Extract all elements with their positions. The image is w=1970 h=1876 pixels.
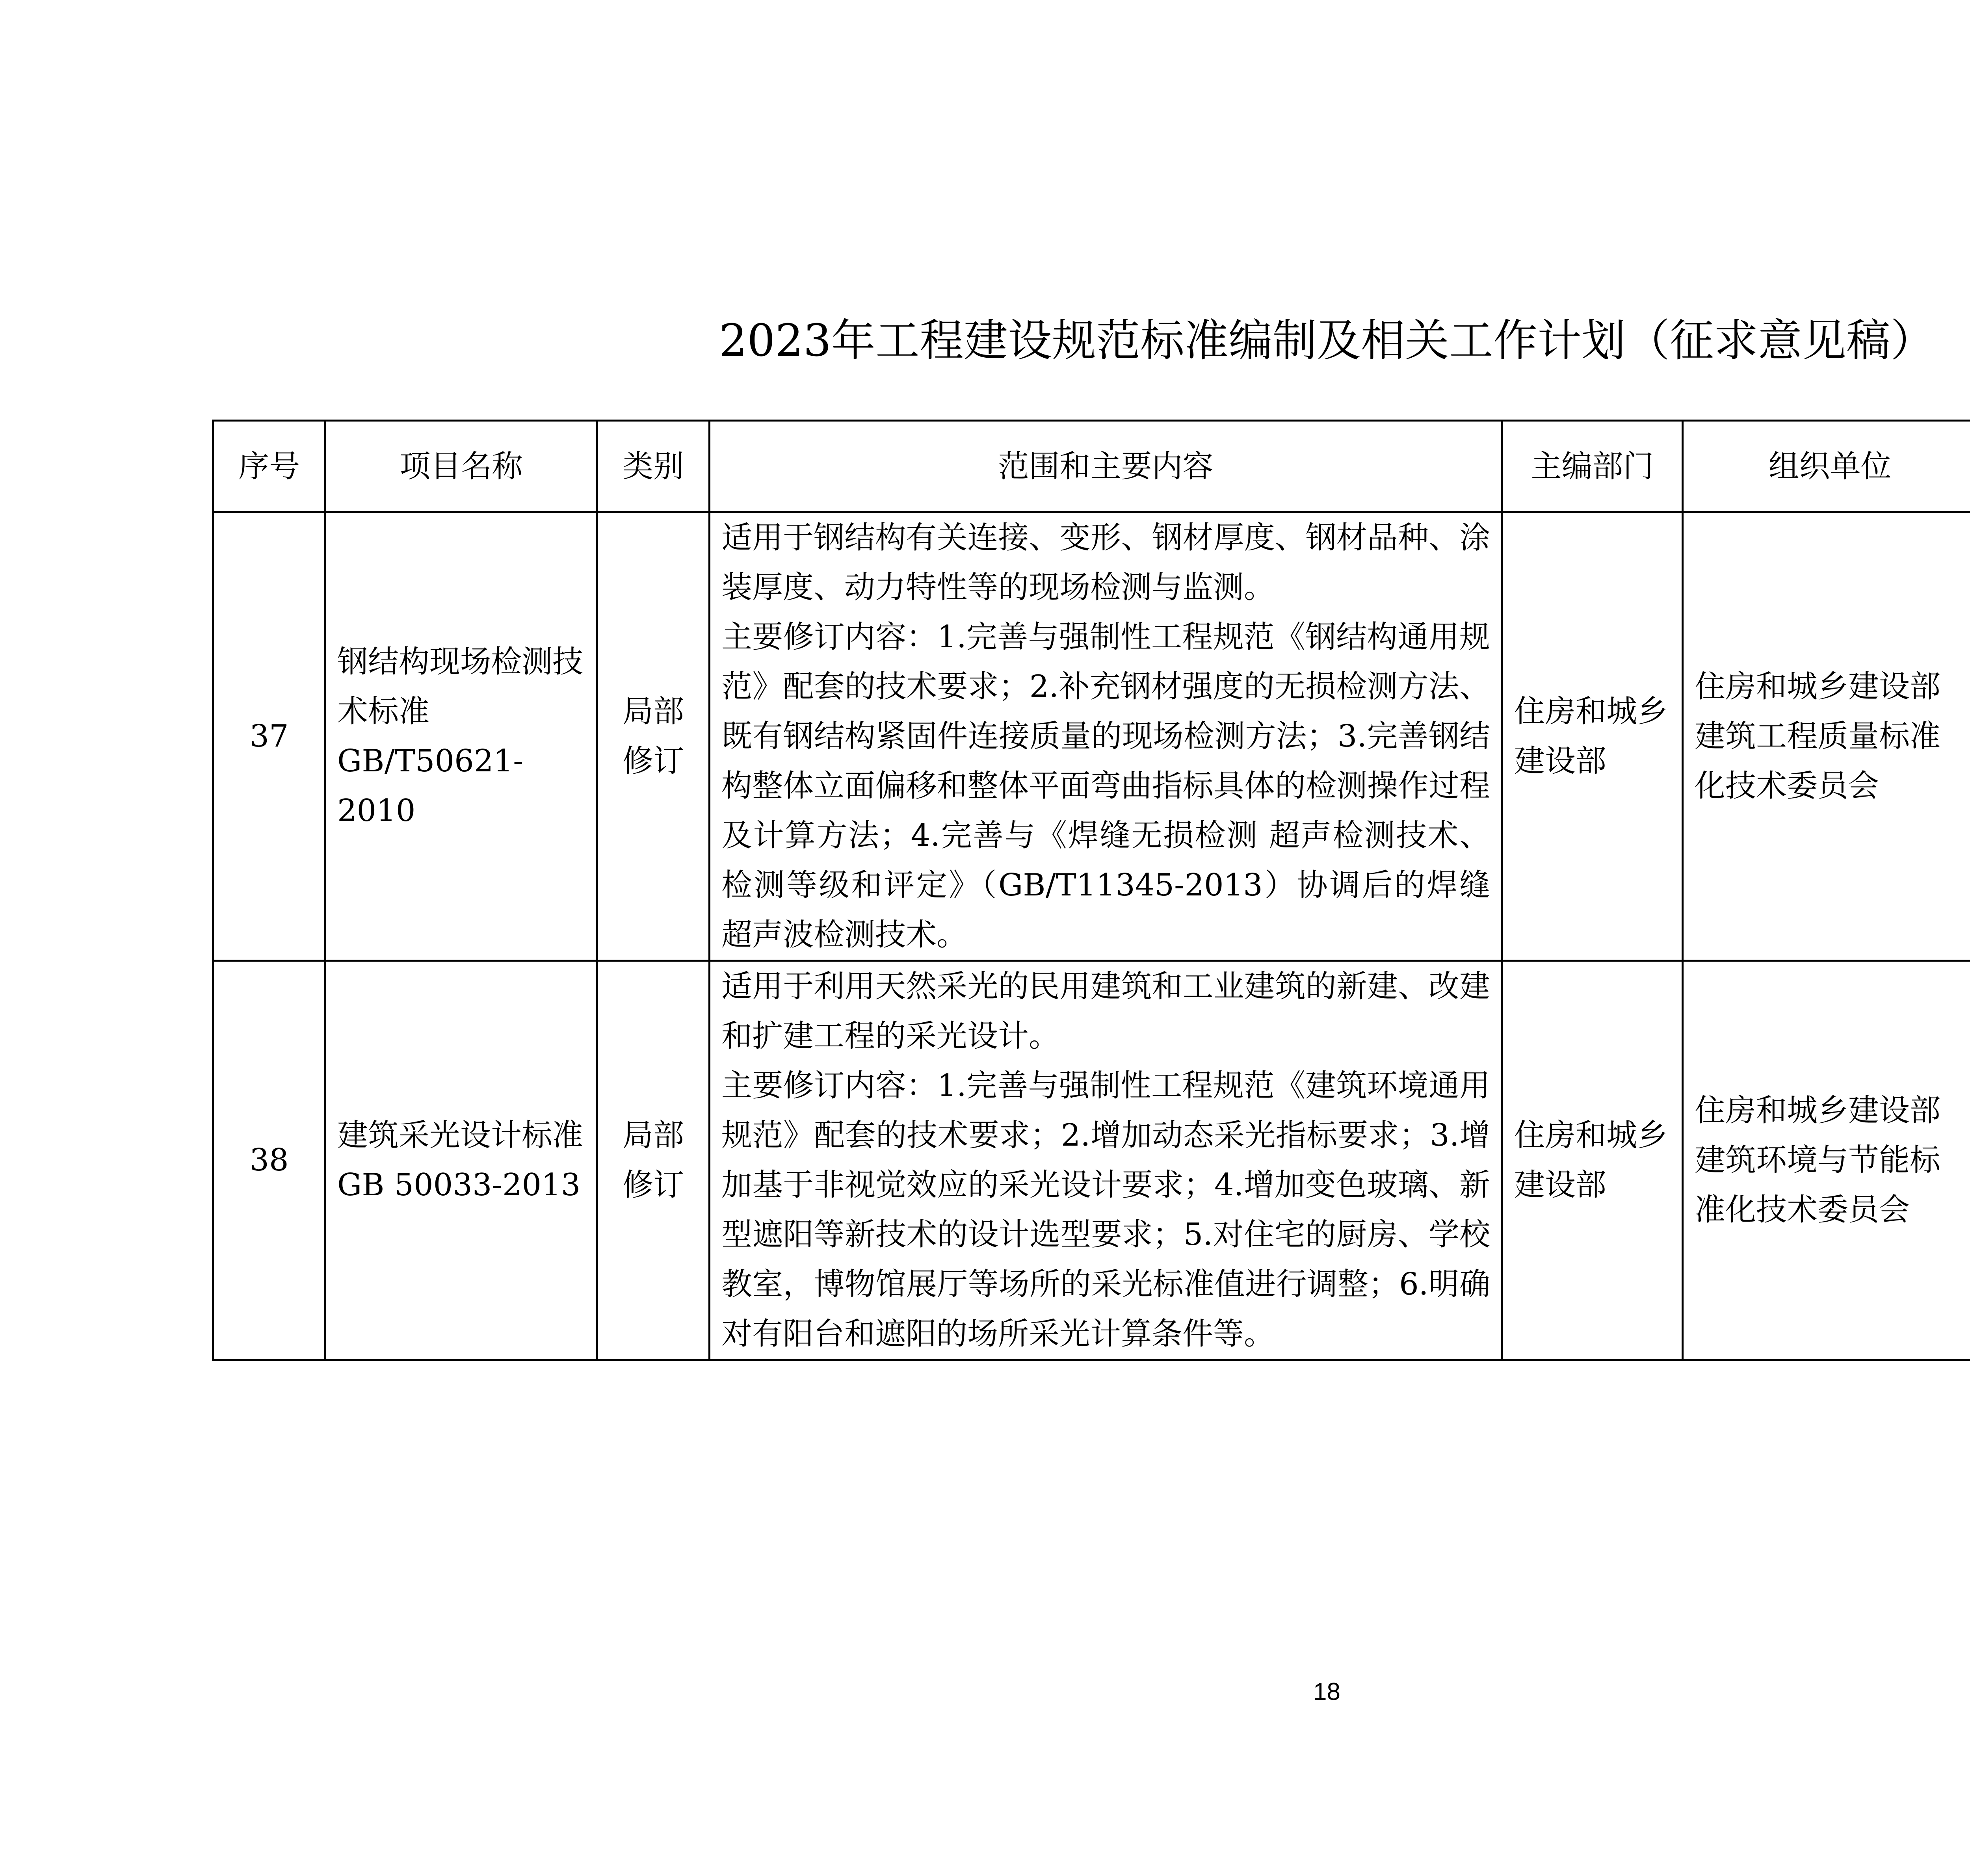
header-name: 项目名称 — [325, 421, 597, 512]
cell-org: 住房和城乡建设部建筑工程质量标准化技术委员会 — [1683, 512, 1970, 961]
cell-name: 建筑采光设计标准GB 50033-2013 — [325, 961, 597, 1360]
cell-org: 住房和城乡建设部建筑环境与节能标准化技术委员会 — [1683, 961, 1970, 1360]
cell-dept: 住房和城乡建设部 — [1502, 512, 1683, 961]
scope-applicability: 适用于利用天然采光的民用建筑和工业建筑的新建、改建和扩建工程的采光设计。 — [721, 969, 1490, 1054]
cell-seq: 37 — [213, 512, 325, 961]
header-seq: 序号 — [213, 421, 325, 512]
scope-revisions: 主要修订内容：1.完善与强制性工程规范《钢结构通用规范》配套的技术要求；2.补充钢材强度的无损检测方法、既有钢结构紧固件连接质量的现场检测方法；3.完善钢结构整体立面偏移和整体平面弯曲指标具体的检测操作过程及计算方法；4.完善与《焊缝无损检测 超声检测技术、检测等级和评定》（GB/T11345-2013）协调后的焊缝超声波检测技术。 — [721, 619, 1490, 953]
cell-scope — [710, 512, 1502, 961]
scope-revisions: 主要修订内容：1.完善与强制性工程规范《建筑环境通用规范》配套的技术要求；2.增加动态采光指标要求；3.增加基于非视觉效应的采光设计要求；4.增加变色玻璃、新型遮阳等新技术的设计选型要求；5.对住宅的厨房、学校教室，博物馆展厅等场所的采光标准值进行调整；6.明确对有阳台和遮阳的场所采光计算条件等。 — [721, 1068, 1490, 1352]
page-number: 18 — [1313, 1678, 1340, 1705]
cell-name: 钢结构现场检测技术标准GB/T50621-2010 — [325, 512, 597, 961]
cell-dept: 住房和城乡建设部 — [1502, 961, 1683, 1360]
header-org: 组织单位 — [1683, 421, 1970, 512]
table-header-row — [213, 421, 1970, 512]
table-row — [213, 512, 1970, 961]
page-title: 2023年工程建设规范标准编制及相关工作计划（征求意见稿） — [719, 315, 1935, 366]
plan-table — [212, 420, 1970, 1361]
cell-seq: 38 — [213, 961, 325, 1360]
scope-applicability: 适用于钢结构有关连接、变形、钢材厚度、钢材品种、涂装厚度、动力特性等的现场检测与监测。 — [721, 520, 1490, 605]
cell-category: 局部修订 — [597, 961, 710, 1360]
cell-scope — [710, 961, 1502, 1360]
header-category: 类别 — [597, 421, 710, 512]
cell-category: 局部修订 — [597, 512, 710, 961]
header-scope: 范围和主要内容 — [710, 421, 1502, 512]
table-row — [213, 961, 1970, 1360]
header-dept: 主编部门 — [1502, 421, 1683, 512]
